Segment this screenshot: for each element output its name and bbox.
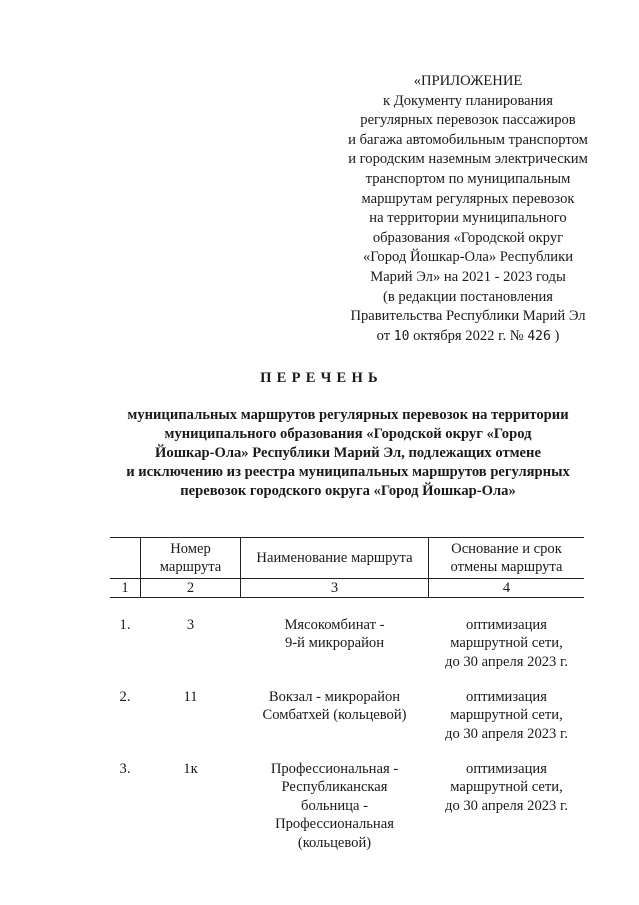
cell-route-name-line: Мясокомбинат - — [284, 617, 385, 633]
column-number-1: 1 — [121, 580, 129, 596]
cell-cancel-basis — [429, 760, 584, 815]
cell-cancel-basis-line: оптимизация — [466, 689, 547, 705]
appendix-line: к Документу планирования — [383, 92, 553, 109]
appendix-date-line — [318, 327, 618, 347]
cell-cancel-basis-line: до 30 апреля 2023 г. — [445, 797, 568, 814]
cell-cancel-basis-line: до 30 апреля 2023 г. — [445, 653, 568, 670]
cell-route-name-line: больница - — [301, 797, 368, 814]
cell-route-number: 1к — [183, 761, 198, 777]
appendix-line: маршрутам регулярных перевозок — [361, 190, 575, 207]
appendix-line: (в редакции постановления — [383, 288, 553, 305]
appendix-heading — [318, 72, 618, 346]
document-subtitle — [100, 406, 596, 501]
cell-cancel-basis — [429, 616, 584, 671]
date-prefix: от — [376, 327, 394, 344]
appendix-line: образования «Городской округ — [372, 229, 564, 246]
date-month-year: октября 2022 г. № — [409, 327, 528, 344]
appendix-line: «ПРИЛОЖЕНИЕ — [413, 73, 523, 89]
cell-cancel-basis — [429, 688, 584, 743]
cell-route-name-line: 9-й микрорайон — [284, 635, 385, 652]
subtitle-line: муниципальных маршрутов регулярных перевозок на территории — [127, 407, 569, 423]
table-numbers-divider — [110, 597, 584, 598]
cell-cancel-basis-line: до 30 апреля 2023 г. — [445, 725, 568, 742]
cell-row-number: 2. — [119, 689, 131, 705]
table-header — [110, 537, 584, 598]
cell-route-name — [241, 688, 428, 725]
cell-route-name-line: Республиканская — [281, 779, 388, 796]
cell-route-name-line: Профессиональная - — [270, 761, 399, 777]
document-title: ПЕРЕЧЕНЬ — [260, 370, 383, 386]
date-suffix: ) — [550, 327, 560, 344]
appendix-line: «Город Йошкар-Ола» Республики — [362, 249, 574, 266]
subtitle-line: и исключению из реестра муниципальных маршрутов регулярных — [126, 464, 570, 480]
column-number-4: 4 — [502, 580, 511, 596]
appendix-line: и багажа автомобильным транспортом — [348, 131, 588, 148]
cell-route-name-line: Профессиональная — [275, 816, 394, 833]
cell-cancel-basis-line: оптимизация — [466, 761, 547, 777]
cell-route-number: 11 — [183, 689, 198, 705]
date-day-stamp: 10 — [393, 328, 410, 344]
cell-row-number: 1. — [119, 617, 131, 633]
column-number-3: 3 — [330, 580, 339, 596]
appendix-lines — [318, 72, 618, 327]
column-number-2: 2 — [186, 580, 195, 596]
cell-row-number: 3. — [119, 761, 131, 777]
header-cell-num — [110, 537, 140, 578]
header-cell-route-name: Наименование маршрута — [256, 549, 413, 566]
cell-cancel-basis-line: оптимизация — [466, 617, 547, 633]
cell-route-number: 3 — [186, 617, 195, 633]
subtitle-line: Йошкар-Ола» Республики Марий Эл, подлежащих отмене — [155, 445, 541, 461]
cell-cancel-basis-line: маршрутной сети, — [450, 635, 563, 652]
cell-route-name-line: Вокзал - микрорайон — [268, 689, 401, 705]
appendix-line: транспортом по муниципальным — [365, 170, 571, 187]
header-cell-route-number: Номер маршрута — [159, 540, 222, 575]
cell-route-name-line: (кольцевой) — [297, 834, 372, 851]
cell-cancel-basis-line: маршрутной сети, — [450, 779, 563, 796]
appendix-line: регулярных перевозок пассажиров — [360, 112, 576, 129]
cell-cancel-basis-line: маршрутной сети, — [450, 707, 563, 724]
cell-route-name — [241, 760, 428, 852]
subtitle-line: перевозок городского округа «Город Йошкар-Ола» — [180, 483, 516, 499]
appendix-line: Марий Эл» на 2021 - 2023 годы — [370, 268, 566, 285]
appendix-line: на территории муниципального — [369, 210, 567, 227]
appendix-line: и городским наземным электрическим — [348, 151, 588, 168]
cell-route-name — [241, 616, 428, 653]
cell-route-name-line: Сомбатхей (кольцевой) — [262, 707, 407, 724]
header-cell-basis: Основание и срок отмены маршрута — [450, 540, 563, 575]
subtitle-line: муниципального образования «Городской округ «Город — [164, 426, 532, 442]
appendix-line: Правительства Республики Марий Эл — [350, 308, 586, 325]
document-number-stamp: 426 — [527, 328, 551, 344]
